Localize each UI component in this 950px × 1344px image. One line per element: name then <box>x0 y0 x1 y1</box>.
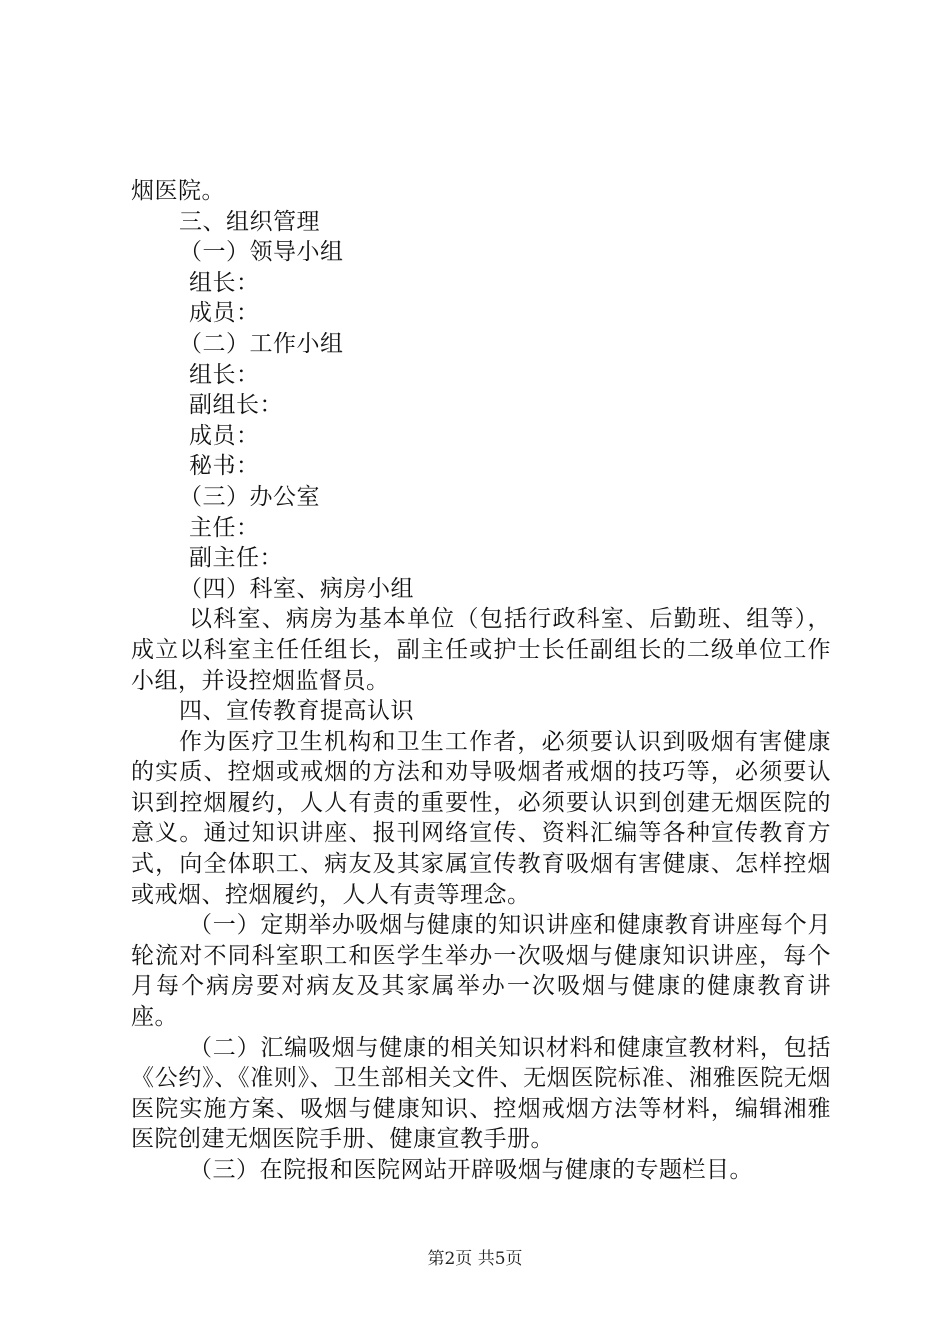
document-body <box>131 176 831 1186</box>
role-line: 副组长： <box>189 392 283 419</box>
role-line: 副主任： <box>189 545 283 572</box>
paragraph-dept-group: 以科室、病房为基本单位（包括行政科室、后勤班、组等），成立以科室主任任组长，副主任或护士长任副组长的二级单位工作小组，并设控烟监督员。 <box>131 606 831 694</box>
paragraph-item-2: （二）汇编吸烟与健康的相关知识材料和健康宣教材料，包括《公约》、《准则》、卫生部相关文件、无烟医院标准、湘雅医院无烟医院实施方案、吸烟与健康知识、控烟戒烟方法等材料，编辑湘雅医院创建无烟医院手册、健康宣教手册。 <box>131 1034 831 1153</box>
subsection-heading: （三）办公室 <box>179 483 320 510</box>
role-line: 主任： <box>189 514 260 541</box>
subsection-heading: （二）工作小组 <box>179 330 344 357</box>
paragraph-education: 作为医疗卫生机构和卫生工作者，必须要认识到吸烟有害健康的实质、控烟或戒烟的方法和劝导吸烟者戒烟的技巧等，必须要认识到控烟履约，人人有责的重要性，必须要认识到创建无烟医院的意义。通过知识讲座、报刊网络宣传、资料汇编等各种宣传教育方式，向全体职工、病友及其家属宣传教育吸烟有害健康、怎样控烟或戒烟、控烟履约，人人有责等理念。 <box>131 728 831 908</box>
role-line: 组长： <box>189 269 260 296</box>
page-number-footer: 第2页 共5页 <box>427 1249 523 1269</box>
paragraph-item-1: （一）定期举办吸烟与健康的知识讲座和健康教育讲座每个月轮流对不同科室职工和医学生举办一次吸烟与健康知识讲座，每个月每个病房要对病友及其家属举办一次吸烟与健康的健康教育讲座。 <box>131 912 831 1031</box>
section-heading: 三、组织管理 <box>179 208 320 235</box>
role-line: 秘书： <box>189 453 260 480</box>
text-line: 烟医院。 <box>131 178 225 204</box>
paragraph-item-3: （三）在院报和医院网站开辟吸烟与健康的专题栏目。 <box>189 1157 753 1183</box>
role-line: 组长： <box>189 361 260 388</box>
section-heading: 四、宣传教育提高认识 <box>179 698 414 725</box>
subsection-heading: （一）领导小组 <box>179 239 344 266</box>
role-line: 成员： <box>189 300 260 327</box>
subsection-heading: （四）科室、病房小组 <box>179 575 414 602</box>
role-line: 成员： <box>189 422 260 449</box>
